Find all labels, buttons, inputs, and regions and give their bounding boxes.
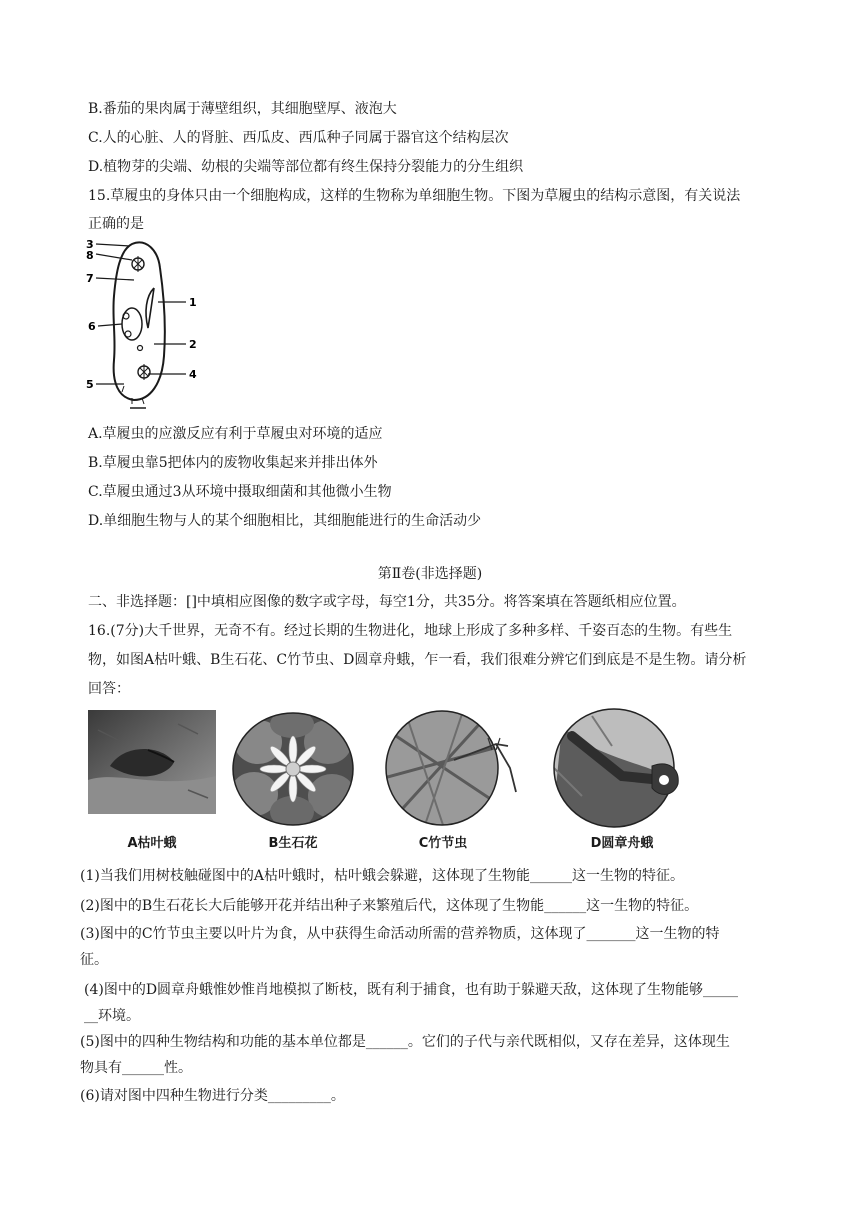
caption-c: C竹节虫 (418, 836, 468, 851)
q14-option-c: C.人的心脏、人的肾脏、西瓜皮、西瓜种子同属于器官这个结构层次 (88, 130, 509, 146)
q14-option-d: D.植物芽的尖端、幼根的尖端等部位都有终生保持分裂能力的分生组织 (88, 159, 524, 175)
q16-sub1: (1)当我们用树枝触碰图中的A枯叶蛾时，枯叶蛾会躲避，这体现了生物能______这一生物的特征。 (80, 868, 684, 884)
q16-sub3-cont: 征。 (80, 952, 108, 968)
caption-a: A枯叶蛾 (127, 836, 177, 851)
diagram-label-1: 1 (189, 296, 197, 309)
q16-sub3: (3)图中的C竹节虫主要以叶片为食，从中获得生命活动所需的营养物质，这体现了_______这一生物的特 (80, 926, 720, 942)
q16-stem-line3: 回答： (88, 681, 130, 697)
photo-b-living-stone (232, 712, 354, 826)
diagram-label-4: 4 (189, 368, 197, 381)
diagram-label-3: 3 (86, 238, 94, 251)
diagram-label-8: 8 (86, 249, 94, 262)
diagram-label-5: 5 (86, 378, 94, 391)
photo-c-stick-insect (384, 708, 534, 828)
photo-d-buff-tip-moth (552, 706, 690, 828)
q16-sub5: (5)图中的四种生物结构和功能的基本单位都是______。它们的子代与亲代既相似，又存在差异，这体现生 (80, 1034, 730, 1050)
q15-stem-line1: 15.草履虫的身体只由一个细胞构成，这样的生物称为单细胞生物。下图为草履虫的结构示意图，有关说法 (88, 188, 741, 204)
q15-stem-line2: 正确的是 (88, 216, 144, 232)
q15-option-b: B.草履虫靠5把体内的废物收集起来并排出体外 (88, 455, 378, 471)
q16-sub2: (2)图中的B生石花长大后能够开花并结出种子来繁殖后代，这体现了生物能______这一生物的特征。 (80, 898, 699, 914)
diagram-label-6: 6 (88, 320, 96, 333)
caption-b: B生石花 (268, 836, 318, 851)
photo-a-dead-leaf-moth (88, 710, 216, 814)
q16-stem-line2: 物，如图A枯叶蛾、B生石花、C竹节虫、D圆章舟蛾，乍一看，我们很难分辨它们到底是不是生物。请分析 (88, 652, 747, 668)
q15-option-c: C.草履虫通过3从环境中摄取细菌和其他微小生物 (88, 484, 392, 500)
paramecium-diagram (84, 236, 204, 414)
section2-instructions: 二、非选择题：[]中填相应图像的数字或字母，每空1分，共35分。将答案填在答题纸相应位置。 (88, 594, 686, 610)
diagram-label-2: 2 (189, 338, 197, 351)
q14-option-b: B.番茄的果肉属于薄壁组织，其细胞壁厚、液泡大 (88, 101, 397, 117)
q15-option-d: D.单细胞生物与人的某个细胞相比，其细胞能进行的生命活动少 (88, 513, 482, 529)
q16-sub6: (6)请对图中四种生物进行分类_________。 (80, 1088, 345, 1104)
q15-option-a: A.草履虫的应激反应有利于草履虫对环境的适应 (88, 426, 383, 442)
diagram-label-7: 7 (86, 272, 94, 285)
caption-d: D圆章舟蛾 (590, 836, 654, 851)
q16-sub5-cont: 物具有______性。 (80, 1060, 192, 1076)
q16-sub4: (4)图中的D圆章舟蛾惟妙惟肖地模拟了断枝，既有利于捕食，也有助于躲避天敌，这体现了生物能够_____ (84, 982, 739, 998)
q16-stem-line1: 16.(7分)大千世界，无奇不有。经过长期的生物进化，地球上形成了多种多样、千姿百态的生物。有些生 (88, 623, 733, 639)
section2-title: 第Ⅱ卷(非选择题) (377, 566, 483, 582)
q16-sub4-cont: __环境。 (84, 1008, 140, 1024)
